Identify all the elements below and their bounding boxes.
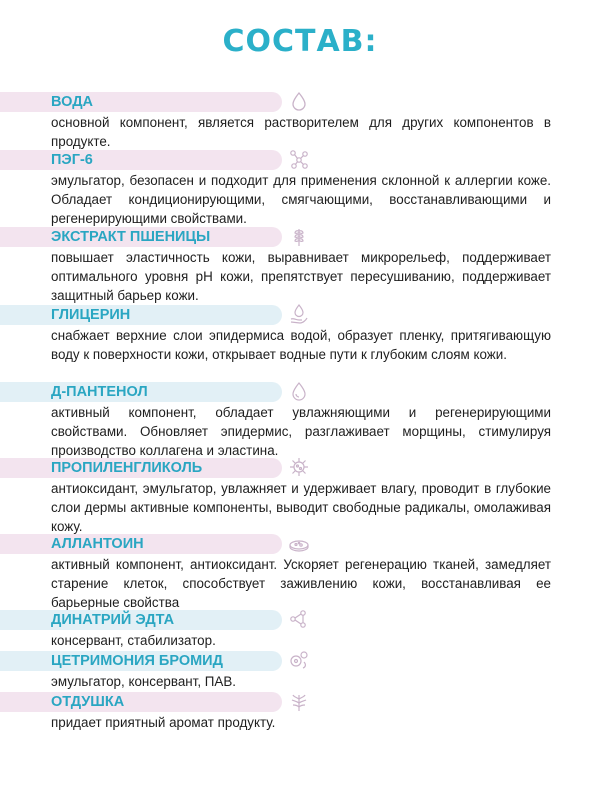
- ingredient-description: антиоксидант, эмульгатор, увлажняет и удерживает влагу, проводит в глубокие слои дермы активные компоненты, выводит свободные радикалы, омолаживая кожу.: [51, 481, 551, 534]
- ingredient-description: эмульгатор, консервант, ПАВ.: [51, 674, 236, 689]
- ingredient-description: эмульгатор, безопасен и подходит для применения склонной к аллергии коже. Обладает кондиционирующими, смягчающими, восстанавливающими и регенерирующими свойствами.: [51, 173, 551, 226]
- ingredient-description: повышает эластичность кожи, выравнивает микрорельеф, поддерживает оптимального уровня pH кожи, препятствует пересушиванию, поддерживает защитный барьер кожи.: [51, 250, 551, 303]
- page-title: СОСТАВ:: [222, 24, 378, 59]
- header-band: [0, 692, 282, 712]
- header-band: [0, 92, 282, 112]
- header-band: [0, 305, 282, 325]
- molecule-icon: [288, 148, 310, 170]
- structure-icon: [288, 608, 310, 630]
- ingredient-name: ЭКСТРАКТ ПШЕНИЦЫ: [51, 229, 211, 245]
- petri-dish-icon: [288, 532, 310, 554]
- ingredient-name: ДИНАТРИЙ ЭДТА: [51, 612, 175, 628]
- ingredient-description: активный компонент, обладает увлажняющими и регенерирующими свойствами. Обновляет эпидермис, разглаживает морщины, стимулируя производство коллагена и эластина.: [51, 405, 551, 458]
- drop-hand-icon: [288, 303, 310, 325]
- cells-icon: [288, 649, 310, 671]
- ingredient-name: ПЭГ-6: [51, 152, 93, 168]
- ingredient-name: ВОДА: [51, 94, 93, 110]
- ingredient-name: Д-ПАНТЕНОЛ: [51, 384, 148, 400]
- ingredient-name: ОТДУШКА: [51, 694, 125, 710]
- water-drop-icon: [288, 90, 310, 112]
- ingredient-description: снабжает верхние слои эпидермиса водой, образует пленку, притягивающую воду к поверхности кожи, открывает водные пути к глубоким слоям кожи.: [51, 328, 551, 362]
- ingredient-description: придает приятный аромат продукту.: [51, 715, 276, 730]
- header-band: [0, 150, 282, 170]
- drop-outline-icon: [288, 380, 310, 402]
- virus-icon: [288, 456, 310, 478]
- ingredient-description: основной компонент, является растворителем для других компонентов в продукте.: [51, 115, 551, 149]
- wheat-icon: [288, 225, 310, 247]
- herb-icon: [288, 690, 310, 712]
- ingredient-description: консервант, стабилизатор.: [51, 633, 216, 648]
- ingredient-name: ПРОПИЛЕНГЛИКОЛЬ: [51, 460, 203, 476]
- ingredient-name: ЦЕТРИМОНИЯ БРОМИД: [51, 653, 223, 669]
- ingredient-name: ГЛИЦЕРИН: [51, 307, 131, 323]
- ingredient-name: АЛЛАНТОИН: [51, 536, 144, 552]
- ingredient-description: активный компонент, антиоксидант. Ускоряет регенерацию тканей, замедляет старение клеток, способствует заживлению кожи, восстанавливая ее барьерные свойства: [51, 557, 551, 610]
